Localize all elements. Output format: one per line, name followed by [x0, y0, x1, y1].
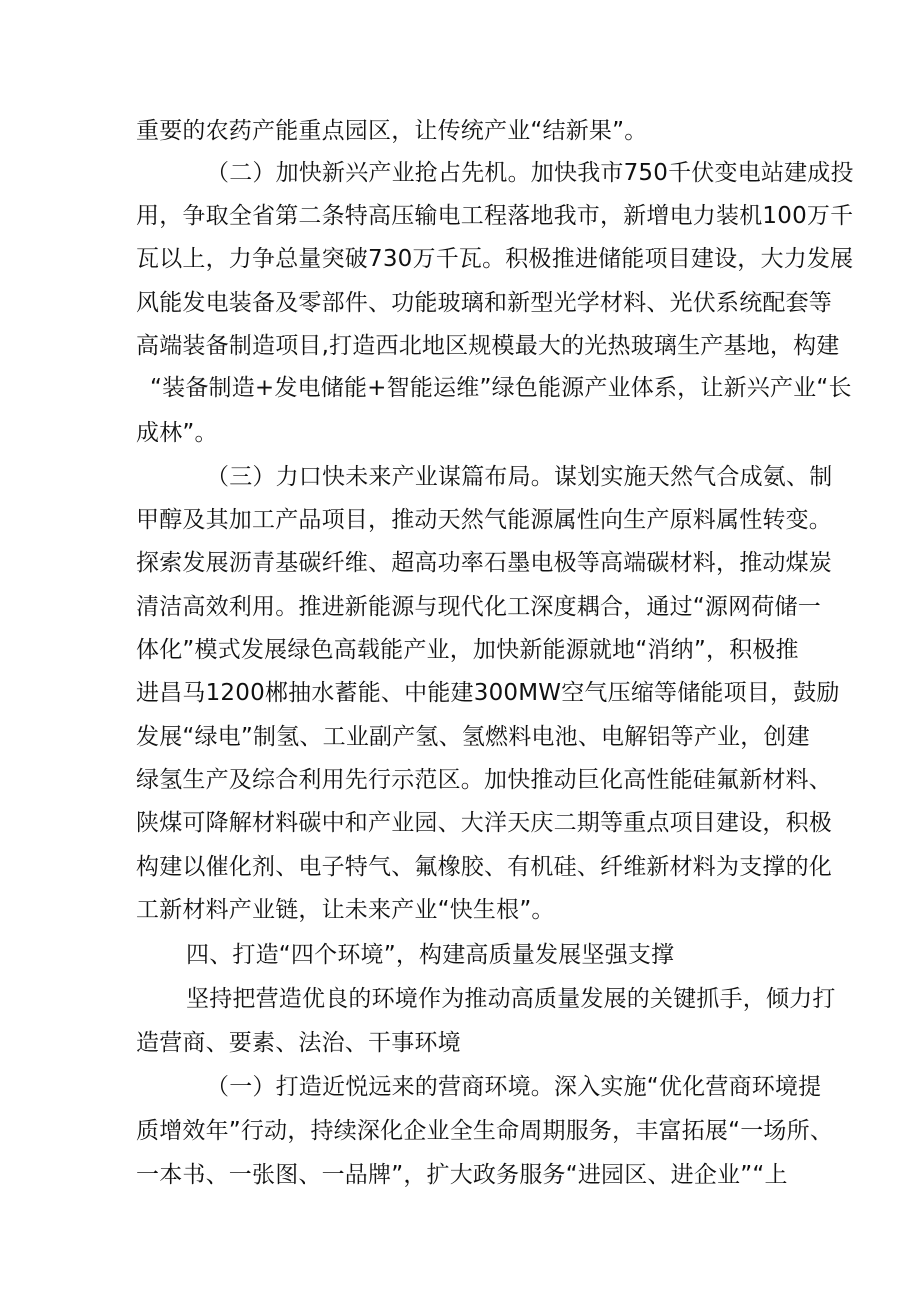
text-line: 高端装备制造项目,打造西北地区规模最大的光热玻璃生产基地，构建 [136, 333, 840, 359]
text-line: 绿氢生产及综合利用先行示范区。加快推动巨化高性能硅氟新材料、 [136, 767, 832, 793]
text-line: 风能发电装备及零部件、功能玻璃和新型光学材料、光伏系统配套等 [136, 290, 832, 316]
text-line: 用，争取全省第二条特高压输电工程落地我市，新增电力装机100万千 [136, 203, 854, 229]
text-line: 构建以催化剂、电子特气、氟橡胶、有机硅、纤维新材料为支撑的化 [136, 854, 832, 880]
text-line: 瓦以上，力争总量突破730万千瓦。积极推进储能项目建设，大力发展 [136, 246, 854, 272]
text-line: 造营商、要素、法治、干事环境 [136, 1030, 461, 1056]
text-line: 成林”。 [136, 420, 218, 446]
text-line: 工新材料产业链，让未来产业“快生根”。 [136, 897, 555, 923]
text-line: 甲醇及其加工产品项目，推动天然气能源属性向生产原料属性转变。 [136, 507, 832, 533]
section-heading-line: （二）加快新兴产业抢占先机。加快我市750千伏变电站建成投 [206, 160, 854, 186]
text-line: “装备制造+发电储能+智能运维”绿色能源产业体系，让新兴产业“长 [150, 375, 852, 401]
section-heading-line: （一）打造近悦远来的营商环境。深入实施“优化营商环境提 [206, 1074, 822, 1100]
section-heading-line: （三）力口快未来产业谋篇布局。谋划实施天然气合成氨、制 [206, 464, 833, 490]
text-line: 质增效年”行动，持续深化企业全生命周期服务，丰富拓展“一场所、 [136, 1118, 834, 1144]
text-line: 一本书、一张图、一品牌”，扩大政务服务“进园区、进企业”“上 [136, 1162, 788, 1188]
text-line: 发展“绿电”制氢、工业副产氢、氢燃料电池、电解铝等产业，创建 [136, 724, 810, 750]
text-line: 体化”模式发展绿色高载能产业，加快新能源就地“消纳”，积极推 [136, 637, 799, 663]
text-line: 探索发展沥青基碳纤维、超高功率石墨电极等高端碳材料，推动煤炭 [136, 550, 832, 576]
text-line: 坚持把营造优良的环境作为推动高质量发展的关键抓手，倾力打 [186, 986, 836, 1012]
text-line: 陕煤可降解材料碳中和产业园、大洋天庆二期等重点项目建设，积极 [136, 810, 832, 836]
text-line: 清洁高效利用。推进新能源与现代化工深度耦合，通过“源网荷储一 [136, 594, 821, 620]
chapter-heading: 四、打造“四个环境”，构建高质量发展坚强支撑 [186, 942, 675, 968]
text-line: 进昌马1200郴抽水蓄能、中能建300MW空气压缩等储能项目，鼓励 [136, 680, 840, 706]
text-line: 重要的农药产能重点园区，让传统产业“结新果”。 [136, 118, 648, 144]
